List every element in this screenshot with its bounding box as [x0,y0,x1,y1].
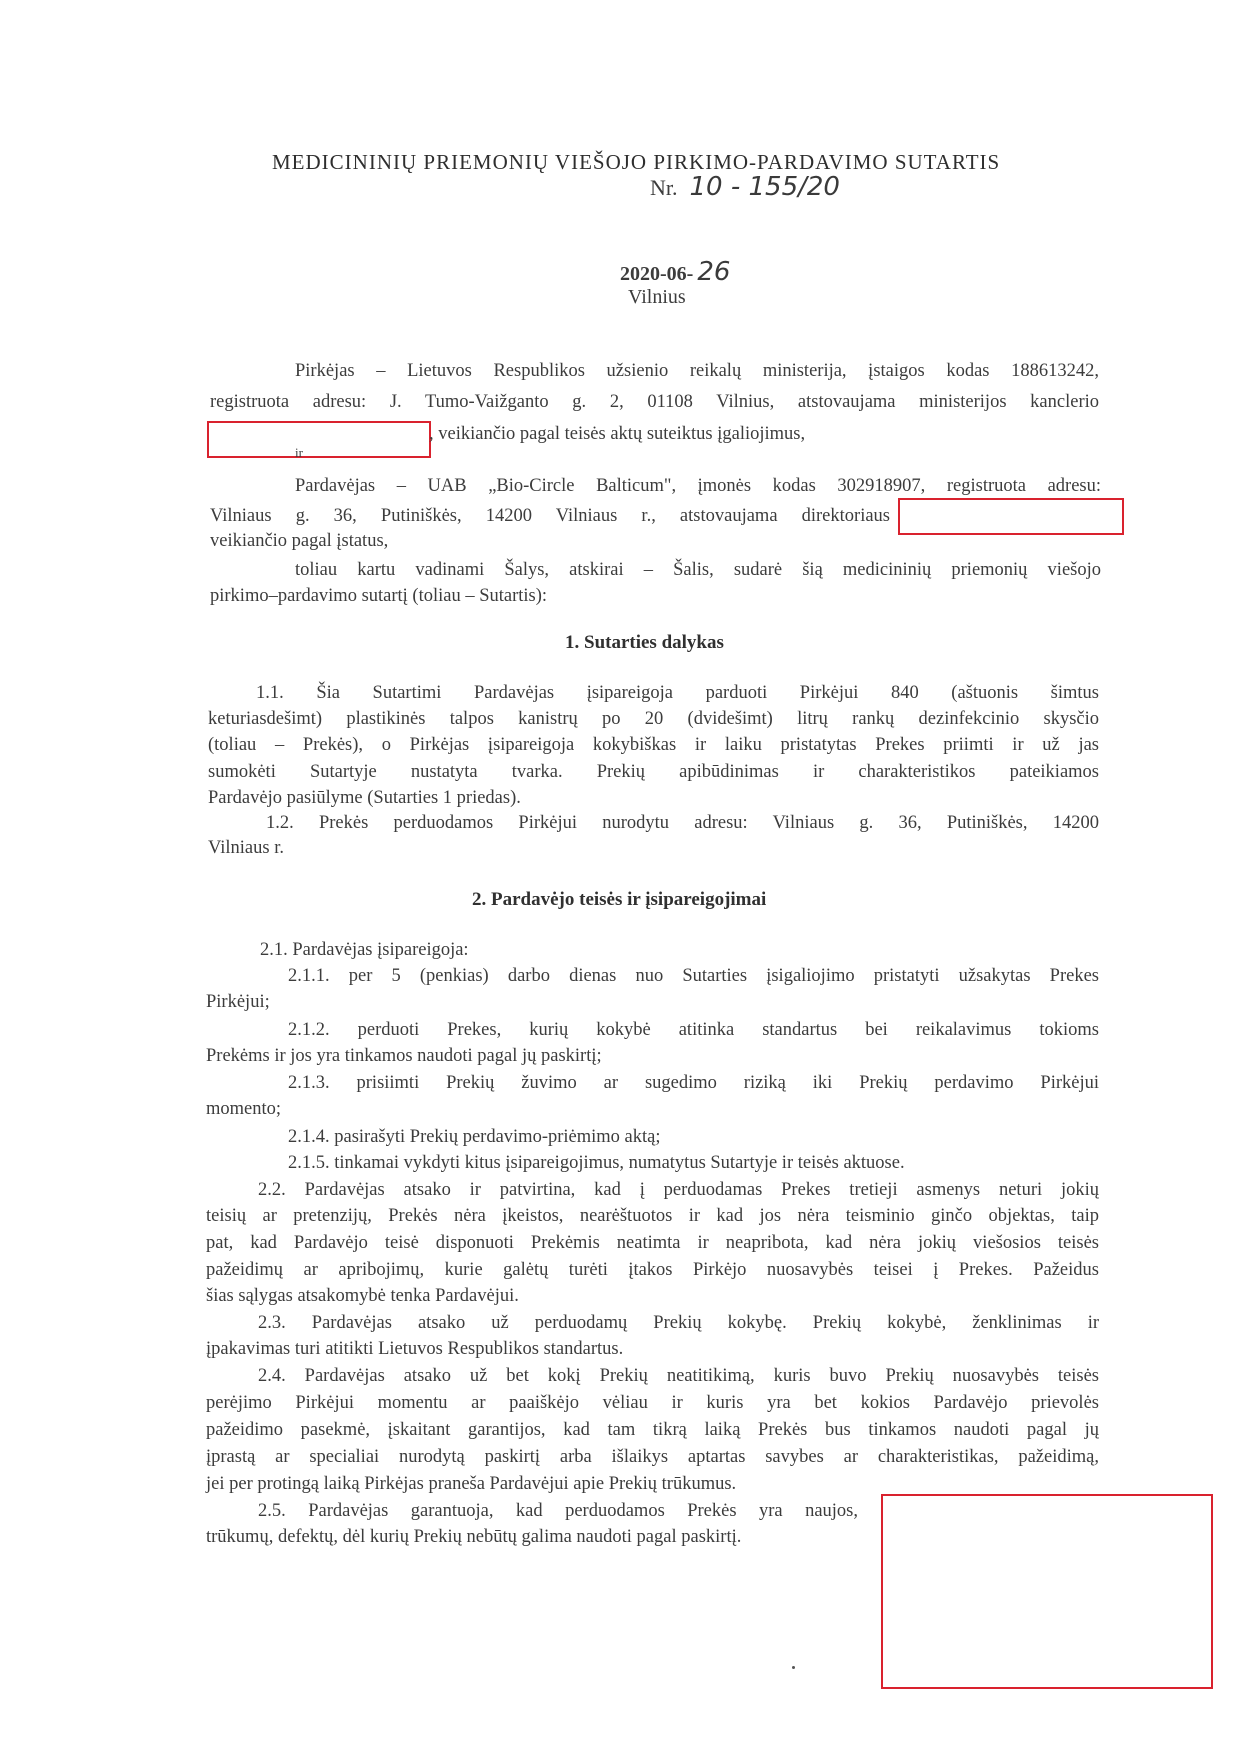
clause-2-5-line-1: 2.5. Pardavėjas garantuoja, kad perduodamos Prekės yra naujos, [258,1501,858,1521]
clause-2-2-line-3: pat, kad Pardavėjo teisė disponuoti Prekėmis neatimta ir neapribota, kad nėra jokių viešosios teisės [206,1233,1099,1253]
clause-2-3-line-1: 2.3. Pardavėjas atsako už perduodamų Prekių kokybę. Prekių kokybė, ženklinimas ir [258,1313,1099,1333]
clause-2-1-3-line-1: 2.1.3. prisiimti Prekių žuvimo ar sugedimo riziką iki Prekių perdavimo Pirkėjui [288,1073,1099,1093]
clause-2-2-line-5: šias sąlygas atsakomybė tenka Pardavėjui. [206,1286,519,1306]
buyer-line-3: , veikiančio pagal teisės aktų suteiktus įgaliojimus, [429,424,806,444]
seller-line-3: veikiančio pagal įstatus, [210,531,389,551]
clause-2-1-1-line-2: Pirkėjui; [206,992,270,1012]
handwritten-number: 10 - 155/20 [689,172,840,202]
buyer-line-2: registruota adresu: J. Tumo-Vaižganto g. 2, 01108 Vilnius, atstovaujama ministerijos kanclerio [210,392,1099,412]
clause-2-1-3-line-2: momento; [206,1099,282,1119]
parties-line-1: toliau kartu vadinami Šalys, atskirai – Šalis, sudarė šią medicininių priemonių viešojo [295,560,1101,580]
clause-2-1: 2.1. Pardavėjas įsipareigoja: [260,940,469,960]
and-conjunction: ir [295,445,303,460]
redacted-director-name [898,498,1124,535]
section-2-heading: 2. Pardavėjo teisės ir įsipareigojimai [472,889,767,910]
clause-2-2-line-4: pažeidimų ar apribojimų, kurie galėtų turėti įtakos Pirkėjo nuosavybės teisei į Prekes. Pažeidus [206,1260,1099,1280]
clause-2-1-4: 2.1.4. pasirašyti Prekių perdavimo-priėmimo aktą; [288,1127,661,1147]
document-title: MEDICININIŲ PRIEMONIŲ VIEŠOJO PIRKIMO-PARDAVIMO SUTARTIS [272,150,1001,174]
clause-1-2-line-2: Vilniaus r. [208,838,284,858]
contract-city: Vilnius [628,286,686,308]
clause-2-5-line-2: trūkumų, defektų, dėl kurių Prekių nebūtų galima naudoti pagal paskirtį. [206,1527,742,1547]
clause-2-1-1-line-1: 2.1.1. per 5 (penkias) darbo dienas nuo Sutarties įsigaliojimo pristatyti užsakytas Prekes [288,966,1099,986]
clause-1-1-line-4: sumokėti Sutartyje nustatyta tvarka. Prekių apibūdinimas ir charakteristikos pateikiamos [208,762,1099,782]
clause-2-4-line-2: perėjimo Pirkėjui momentu ar paaiškėjo vėliau ir kuris yra bet kokios Pardavėjo prievolės [206,1393,1099,1413]
clause-2-4-line-4: įprastą ar specialiai nurodytą paskirtį arba išlaikys aptartas savybes ar charakteristikas, pažeidimą, [206,1447,1099,1467]
date-printed: 2020-06- [620,263,694,285]
redacted-chancellor-name [207,421,431,458]
clause-1-1-line-2: keturiasdešimt) plastikinės talpos kanistrų po 20 (dvidešimt) litrų rankų dezinfekcinio skysčio [208,709,1099,729]
redacted-signature-block [881,1494,1213,1689]
seller-line-1: Pardavėjas – UAB „Bio-Circle Balticum", įmonės kodas 302918907, registruota adresu: [295,476,1101,496]
contract-number [650,172,840,202]
clause-2-3-line-2: įpakavimas turi atitikti Lietuvos Respublikos standartus. [206,1339,624,1359]
clause-2-2-line-2: teisių ar pretenzijų, Prekės nėra įkeistos, nearėštuotos ir kad jos nėra teisminio ginčo objektas, taip [206,1206,1099,1226]
section-1-heading: 1. Sutarties dalykas [565,632,724,653]
clause-1-1-line-3: (toliau – Prekės), o Pirkėjas įsipareigoja kokybiškas ir laiku pristatytas Prekes priimti ir už jas [208,735,1099,755]
clause-1-2-line-1: 1.2. Prekės perduodamos Pirkėjui nurodytu adresu: Vilniaus g. 36, Putiniškės, 14200 [266,813,1099,833]
clause-1-1-line-1: 1.1. Šia Sutartimi Pardavėjas įsipareigoja parduoti Pirkėjui 840 (aštuonis šimtus [256,683,1099,703]
clause-2-2-line-1: 2.2. Pardavėjas atsako ir patvirtina, kad į perduodamas Prekes tretieji asmenys neturi jokių [258,1180,1099,1200]
clause-2-1-2-line-2: Prekėms ir jos yra tinkamos naudoti pagal jų paskirtį; [206,1046,602,1066]
buyer-line-1: Pirkėjas – Lietuvos Respublikos užsienio reikalų ministerija, įstaigos kodas 188613242, [295,361,1099,381]
clause-2-1-5: 2.1.5. tinkamai vykdyti kitus įsipareigojimus, numatytus Sutartyje ir teisės aktuose. [288,1153,905,1173]
scan-speck [792,1666,795,1669]
date-handwritten: 26 [697,257,731,287]
clause-2-1-2-line-1: 2.1.2. perduoti Prekes, kurių kokybė atitinka standartus bei reikalavimus tokioms [288,1020,1099,1040]
clause-2-4-line-1: 2.4. Pardavėjas atsako už bet kokį Prekių neatitikimą, kuris buvo Prekių nuosavybės teisės [258,1366,1099,1386]
contract-date [620,257,730,287]
parties-line-2: pirkimo–pardavimo sutartį (toliau – Sutartis): [210,586,548,606]
clause-2-4-line-5: jei per protingą laiką Pirkėjas praneša Pardavėjui apie Prekių trūkumus. [206,1474,737,1494]
seller-line-2: Vilniaus g. 36, Putiniškės, 14200 Vilniaus r., atstovaujama direktoriaus [210,506,890,526]
clause-1-1-line-5: Pardavėjo pasiūlyme (Sutarties 1 priedas). [208,788,521,808]
clause-2-4-line-3: pažeidimo pasekmė, įskaitant garantijos, kad tam tikrą laiką Prekės bus tinkamos naudoti pagal jų [206,1420,1099,1440]
number-prefix: Nr. [650,175,678,200]
